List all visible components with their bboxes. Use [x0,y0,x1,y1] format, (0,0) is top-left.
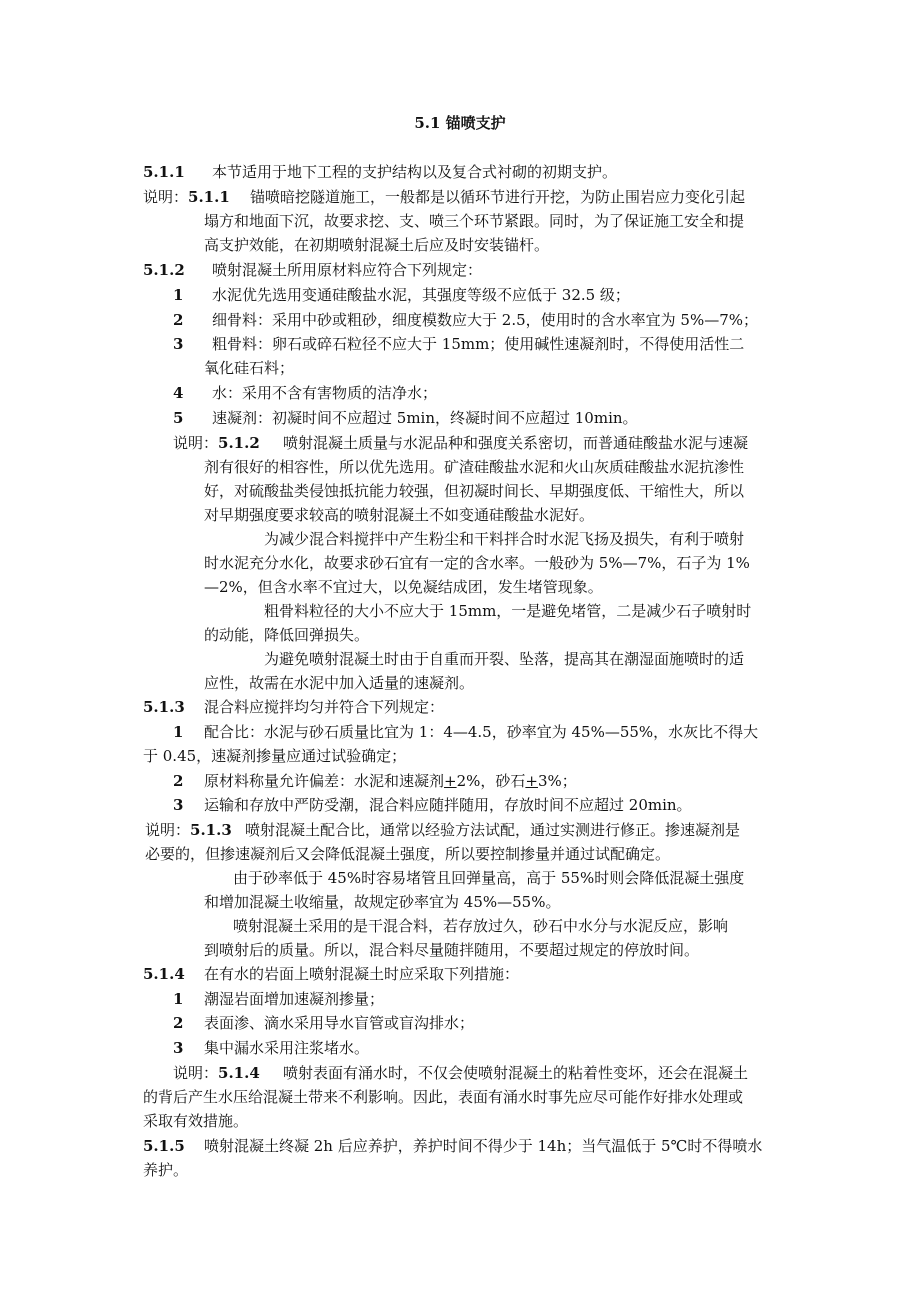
item-text: 表面渗、滴水采用导水盲管或盲沟排水； [204,1014,475,1032]
item-number: 3 [173,796,184,814]
clause-text: 本节适用于地下工程的支护结构以及复合式衬砌的初期支护。 [212,163,618,181]
note-number: 5.1.4 [218,1064,260,1082]
note-prefix: 说明： [173,434,219,452]
clause-text: 养护。 [143,1161,189,1179]
item-number: 1 [173,990,184,1008]
item-text: 运输和存放中严防受潮，混合料应随拌随用，存放时间不应超过 20min。 [204,796,692,814]
item-text: 水：采用不含有害物质的洁净水； [212,384,438,402]
note-text: 的背后产生水压给混凝土带来不利影响。因此，表面有涌水时事先应尽可能作好排水处理或 [143,1088,744,1106]
item-text: 氧化硅石料； [204,359,295,377]
note-text: 塌方和地面下沉，故要求挖、支、喷三个环节紧跟。同时，为了保证施工安全和提 [204,212,745,230]
note-label [145,820,232,840]
plus-minus-sign: + [444,772,457,790]
plus-minus-sign: + [525,772,538,790]
item-text: 潮湿岩面增加速凝剂掺量； [204,990,385,1008]
item-text: 水泥优先选用变通硅酸盐水泥，其强度等级不应低于 32.5 级； [212,286,630,304]
item-number: 3 [173,335,184,353]
item-number: 5 [173,409,184,427]
item-text: 速凝剂：初凝时间不应超过 5min，终凝时间不应超过 10min。 [212,409,638,427]
clause-text: 喷射混凝土所用原材料应符合下列规定： [212,261,483,279]
item-number: 2 [173,772,184,790]
clause-number: 5.1.2 [143,261,185,279]
note-text: 到喷射后的质量。所以，混合料尽量随拌随用，不要超过规定的停放时间。 [204,941,700,959]
item-text: 配合比：水泥与砂石质量比宜为 1：4—4.5，砂率宜为 45%—55%，水灰比不得大 [204,723,759,741]
clause-text: 在有水的岩面上喷射混凝土时应采取下列措施： [204,965,520,983]
note-text: 对早期强度要求较高的喷射混凝土不如变通硅酸盐水泥好。 [204,506,595,524]
item-number: 2 [173,311,184,329]
item-text-part: 2%，砂石 [456,772,526,790]
note-number: 5.1.3 [190,821,232,839]
note-text: 由于砂率低于 45%时容易堵管且回弹量高，高于 55%时则会降低混凝土强度 [233,869,745,887]
note-text: 喷射混凝土采用的是干混合料，若存放过久，砂石中水分与水泥反应，影响 [233,917,729,935]
clause-number: 5.1.1 [143,163,185,181]
note-number: 5.1.1 [188,188,230,206]
note-text: 锚喷暗挖隧道施工，一般都是以循环节进行开挖，为防止围岩应力变化引起 [250,188,746,206]
note-text: 采取有效措施。 [143,1112,249,1130]
note-prefix: 说明： [143,188,189,206]
item-number: 1 [173,723,184,741]
note-label [173,1063,260,1083]
item-number: 3 [173,1039,184,1057]
clause-text: 混合料应搅拌均匀并符合下列规定： [204,698,445,716]
item-number: 1 [173,286,184,304]
note-text: 应性，故需在水泥中加入适量的速凝剂。 [204,674,475,692]
note-text: 的动能，降低回弹损失。 [204,626,370,644]
item-text-part: 原材料称量允许偏差：水泥和速凝剂 [204,772,445,790]
clause-number: 5.1.4 [143,965,185,983]
note-text: 粗骨料粒径的大小不应大于 15mm，一是避免堵管，二是减少石子喷射时 [264,602,752,620]
note-text: 好，对硫酸盐类侵蚀抵抗能力较强，但初凝时间长、早期强度低、干缩性大，所以 [204,482,745,500]
note-prefix: 说明： [145,821,191,839]
item-text: 粗骨料：卵石或碎石粒径不应大于 15mm；使用碱性速凝剂时，不得使用活性二 [212,335,745,353]
note-text: 高支护效能，在初期喷射混凝土后应及时安装锚杆。 [204,236,550,254]
note-text: 喷射混凝土质量与水泥品种和强度关系密切，而普通硅酸盐水泥与速凝 [283,434,749,452]
item-text: 集中漏水采用注浆堵水。 [204,1039,370,1057]
item-text-part: 3%； [537,772,577,790]
note-label [173,433,260,453]
item-text: 细骨料：采用中砂或粗砂，细度模数应大于 2.5，使用时的含水率宜为 5%—7%； [212,311,758,329]
note-text: 喷射混凝土配合比，通常以经验方法试配，通过实测进行修正。掺速凝剂是 [245,821,741,839]
note-text: 喷射表面有涌水时，不仅会使喷射混凝土的粘着性变坏，还会在混凝土 [283,1064,749,1082]
clause-text: 喷射混凝土终凝 2h 后应养护，养护时间不得少于 14h；当气温低于 5℃时不得喷水 [204,1137,763,1155]
note-text: 必要的，但掺速凝剂后又会降低混凝土强度，所以要控制掺量并通过试配确定。 [145,845,671,863]
clause-number: 5.1.5 [143,1137,185,1155]
note-text: —2%，但含水率不宜过大，以免凝结成团，发生堵管现象。 [204,578,603,596]
note-prefix: 说明： [173,1064,219,1082]
section-title: 5.1 锚喷支护 [414,114,506,132]
note-text: 时水泥充分水化，故要求砂石宜有一定的含水率。一般砂为 5%—7%，石子为 1% [204,554,750,572]
note-label [143,187,230,207]
clause-number: 5.1.3 [143,698,185,716]
item-number: 2 [173,1014,184,1032]
item-text: 于 0.45，速凝剂掺量应通过试验确定； [143,747,407,765]
item-number: 4 [173,384,184,402]
note-text: 为减少混合料搅拌中产生粉尘和干料拌合时水泥飞扬及损失，有利于喷射 [264,530,745,548]
item-text [204,771,577,791]
note-number: 5.1.2 [218,434,260,452]
note-text: 为避免喷射混凝土时由于自重而开裂、坠落，提高其在潮湿面施喷时的适 [264,650,745,668]
note-text: 和增加混凝土收缩量，故规定砂率宜为 45%—55%。 [204,893,561,911]
note-text: 剂有很好的相容性，所以优先选用。矿渣硅酸盐水泥和火山灰质硅酸盐水泥抗渗性 [204,458,745,476]
